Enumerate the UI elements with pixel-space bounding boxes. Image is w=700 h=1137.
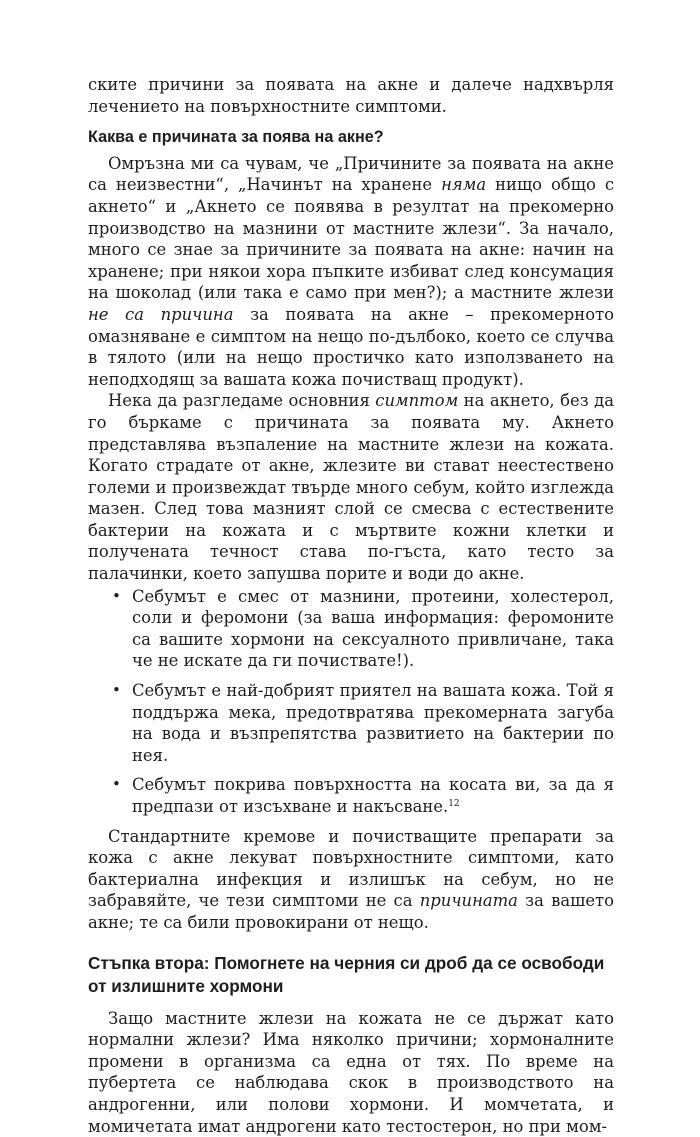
text-run: Стандартните кремове и почистващите препарати за кожа с акне лекуват повърхностните симптоми, като бактериална инфекция и излишък на себум, но не забравяйте, че тези симптоми не са	[88, 826, 614, 911]
sebum-bullet-list	[88, 586, 614, 818]
paragraph-hormones: Защо мастните жлези на кожата не се държат като нормални жлези? Има няколко причини; хормоналните промени в организма са една от тях. По време на пубертета се наблюдава скок в производството на андрогенни, или полови хормони. И момчетата, и момичетата имат андрогени като тестостерон, но при мом-	[88, 1008, 614, 1136]
footnote-reference: 12	[448, 799, 460, 809]
paragraph-myths	[88, 153, 614, 391]
text-run: Омръзна ми са чувам, че „Причините за появата на акне са неизвестни“, „Начинът на хранене	[88, 153, 614, 195]
paragraph-symptom	[88, 390, 614, 584]
bullet-text: Себумът покрива повърхността на косата ви, за да я предпази от изсъхване и накъсване.	[132, 775, 614, 816]
bullet-item: • Себумът е смес от мазнини, протеини, холестерол, соли и феромони (за ваша информация: феромоните са вашите хормони на сексуалното привличане, така че не искате да ги почиствате!).	[132, 586, 614, 672]
text-run: за вашето акне; те са били провокирани от нещо.	[88, 891, 614, 932]
bullet-item	[132, 774, 614, 817]
text-run: на акнето, без да го бъркаме с причината за появата му. Акнето представлява възпаление на мастните жлези на кожата. Когато страдате от акне, жлезите ви стават неестествено големи и произвеждат твърде много себум, който изглежда мазен. След това мазният слой се смесва с естествените бактерии на кожата и с мъртвите кожни клетки и получената течност става по-гъста, като тесто за палачинки, което запушва порите и води до акне.	[88, 391, 614, 584]
page-text	[88, 74, 614, 1137]
intro-paragraph: ските причини за появата на акне и далече надхвърля лечението на повърхностните симптоми.	[88, 75, 614, 116]
emphasis-text: причината	[419, 891, 518, 911]
emphasis-text: не са причина	[88, 304, 234, 324]
paragraph-creams	[88, 826, 614, 934]
bullet-item: • Себумът е най-добрият приятел на вашата кожа. Той я поддържа мека, предотвратява прекомерната загуба на вода и възпрепятства развитието на бактерии по нея.	[132, 680, 614, 766]
emphasis-text: симптом	[375, 391, 459, 411]
text-run: нищо общо с акнето“ и „Акнето се появява в резултат на прекомерно производство на мазнини от мастните жлези“. За начало, много се знае за причините за появата на акне: начин на хранене; при някои хора пъпките избиват след консумация на шоколад (или така е само при мен?); а мастните жлези	[88, 175, 615, 303]
section-heading-cause: Каква е причината за поява на акне?	[88, 128, 384, 147]
text-run: Нека да разгледаме основния	[108, 391, 376, 411]
section-heading-step-two: Стъпка втора: Помогнете на черния си дроб да се освободи от излишните хормони	[88, 952, 605, 996]
emphasis-text: няма	[441, 175, 487, 195]
text-run: за появата на акне – прекомерното омазняване е симптом на нещо по-дълбоко, което се случва в тялото (или на нещо простичко като използването на неподходящ за вашата кожа почистващ продукт).	[88, 304, 615, 389]
